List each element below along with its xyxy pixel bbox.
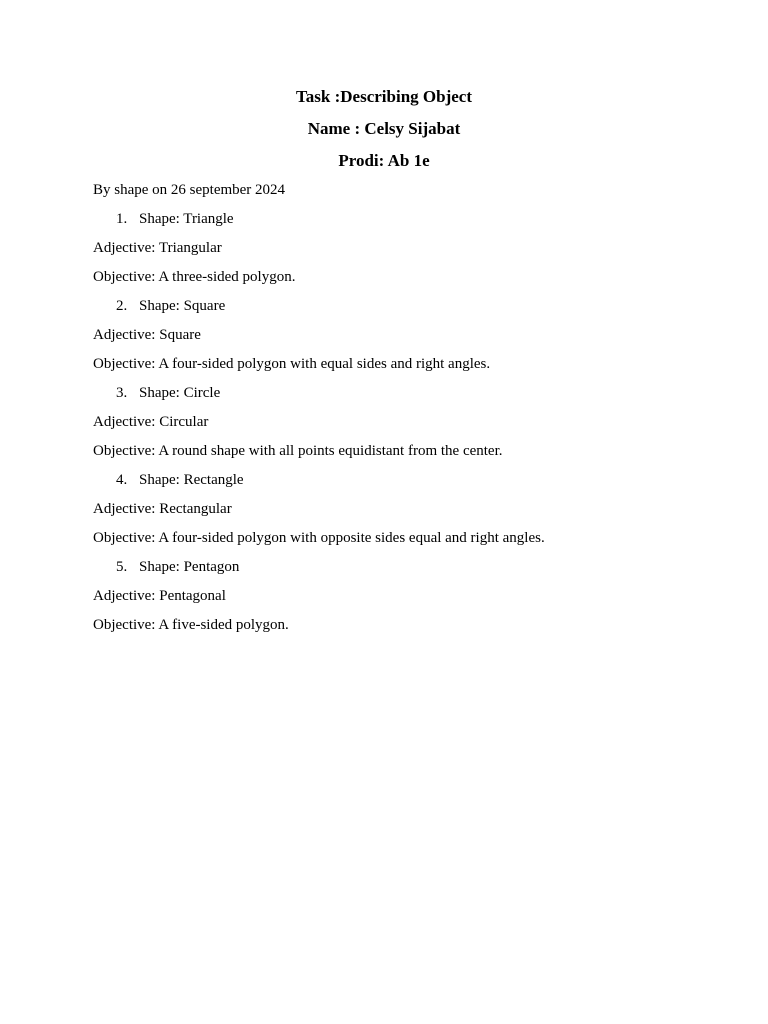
shape-name: Shape: Circle [139, 385, 221, 401]
study-program: Prodi: Ab 1e [338, 151, 430, 170]
shape-name: Shape: Square [139, 298, 226, 314]
shape-adjective: Adjective: Rectangular [93, 501, 232, 517]
shape-adjective: Adjective: Circular [93, 414, 209, 430]
shape-objective: Objective: A five-sided polygon. [93, 617, 289, 633]
list-number: 5. [116, 559, 128, 575]
student-name: Name : Celsy Sijabat [307, 119, 461, 138]
shape-list-item [93, 296, 675, 316]
shape-adjective: Adjective: Pentagonal [93, 588, 226, 604]
shape-list-item [93, 383, 675, 403]
shape-objective: Objective: A round shape with all points equidistant from the center. [93, 443, 503, 459]
shape-list-item [93, 470, 675, 490]
list-number: 4. [116, 472, 128, 488]
list-number: 1. [116, 211, 128, 227]
shape-objective: Objective: A four-sided polygon with opposite sides equal and right angles. [93, 530, 545, 546]
list-number: 3. [116, 385, 128, 401]
shape-adjective: Adjective: Square [93, 327, 201, 343]
shape-adjective: Adjective: Triangular [93, 240, 222, 256]
shape-entry-5 [93, 557, 675, 635]
shape-name: Shape: Pentagon [139, 559, 240, 575]
shape-entry-3 [93, 383, 675, 461]
shape-entry-1 [93, 209, 675, 287]
shape-name: Shape: Rectangle [139, 472, 244, 488]
shape-list-item [93, 209, 675, 229]
shape-name: Shape: Triangle [139, 211, 234, 227]
shape-objective: Objective: A four-sided polygon with equal sides and right angles. [93, 356, 491, 372]
shape-entry-2 [93, 296, 675, 374]
task-title: Task :Describing Object [296, 87, 472, 106]
shape-objective: Objective: A three-sided polygon. [93, 269, 296, 285]
shape-list-item [93, 557, 675, 577]
intro-line: By shape on 26 september 2024 [93, 182, 286, 198]
list-number: 2. [116, 298, 128, 314]
shape-entry-4 [93, 470, 675, 548]
